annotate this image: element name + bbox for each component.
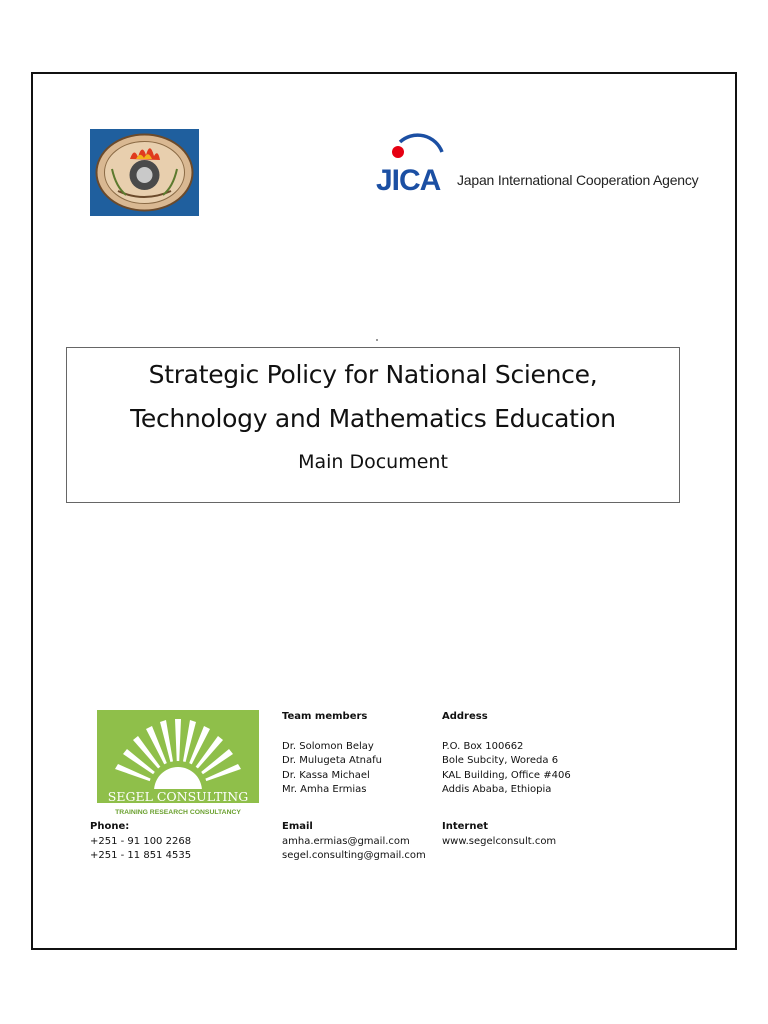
website-link[interactable]: www.segelconsult.com [442, 835, 557, 847]
team-member: Dr. Mulugeta Atnafu [282, 755, 382, 767]
phone-block [90, 820, 191, 864]
title-line-2: Technology and Mathematics Education [130, 404, 616, 433]
email-address[interactable]: segel.consulting@gmail.com [282, 850, 426, 862]
team-member: Dr. Kassa Michael [282, 769, 370, 781]
segel-tagline: TRAINING RESEARCH CONSULTANCY [115, 809, 241, 816]
address-line: P.O. Box 100662 [442, 740, 524, 752]
email-heading: Email [282, 821, 313, 832]
team-member: Mr. Amha Ermias [282, 784, 367, 796]
email-address[interactable]: amha.ermias@gmail.com [282, 835, 410, 847]
phone-number: +251 - 91 100 2268 [90, 835, 192, 847]
phone-heading: Phone: [90, 821, 130, 832]
team-member: Dr. Solomon Belay [282, 740, 374, 752]
internet-heading: Internet [442, 821, 489, 832]
title-line-1: Strategic Policy for National Science, [148, 360, 598, 389]
jica-wordmark: JICA [376, 164, 441, 196]
phone-number: +251 - 11 851 4535 [90, 850, 192, 862]
email-block [282, 820, 426, 864]
jica-full-name: Japan International Cooperation Agency [457, 172, 699, 188]
stray-dot [376, 339, 378, 341]
address-line: Bole Subcity, Woreda 6 [442, 755, 559, 767]
ministry-seal-logo [90, 129, 199, 216]
team-members-block [282, 710, 382, 798]
address-block [442, 710, 571, 798]
title-box [66, 347, 680, 503]
internet-block [442, 820, 556, 849]
segel-name: SEGEL CONSULTING [107, 789, 249, 804]
segel-consulting-logo [96, 709, 260, 817]
jica-logo [372, 126, 452, 196]
document-subtitle: Main Document [298, 451, 448, 473]
team-heading: Team members [282, 711, 368, 722]
address-line: KAL Building, Office #406 [442, 769, 571, 781]
address-heading: Address [442, 711, 488, 722]
address-line: Addis Ababa, Ethiopia [442, 784, 552, 796]
